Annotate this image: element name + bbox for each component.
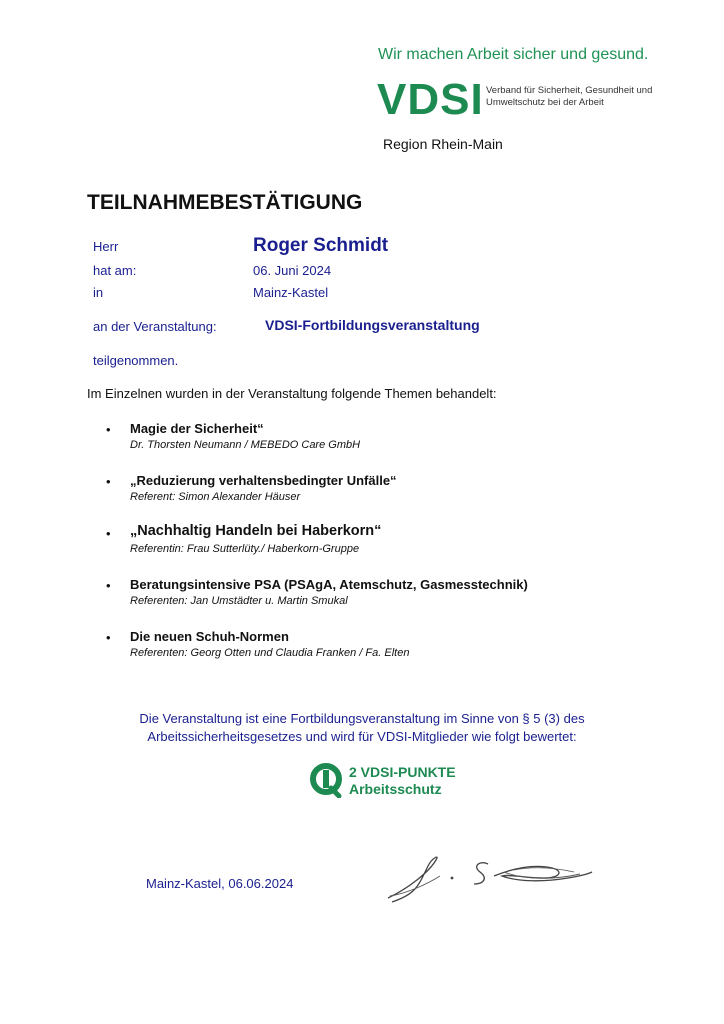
topic-title: „Reduzierung verhaltensbedingter Unfälle“ (130, 473, 397, 488)
participant-name: Roger Schmidt (253, 235, 389, 256)
event-label: an der Veranstaltung: (93, 319, 217, 334)
vdsi-logo: VDSI (377, 75, 484, 124)
topic-title: Magie der Sicherheit“ (130, 421, 264, 436)
participated-text: teilgenommen. (93, 353, 179, 368)
event-name: VDSI-Fortbildungsveranstaltung (265, 317, 480, 333)
bullet-icon: • (106, 578, 111, 593)
notice-line-1: Die Veranstaltung ist eine Fortbildungsveranstaltung im Sinne von § 5 (3) des (139, 711, 585, 726)
date-label: hat am: (93, 263, 137, 278)
vdsi-points-icon (309, 762, 345, 798)
badge-points: 2 VDSI-PUNKTE (349, 764, 456, 780)
event-date: 06. Juni 2024 (253, 263, 332, 278)
topic-speaker: Referentin: Frau Sutterlüty./ Haberkorn-Gruppe (130, 543, 360, 555)
signature-image (384, 850, 604, 908)
bullet-icon: • (106, 474, 111, 489)
topic-speaker: Dr. Thorsten Neumann / MEBEDO Care GmbH (130, 439, 361, 451)
topic-title: Beratungsintensive PSA (PSAgA, Atemschutz, Gasmesstechnik) (130, 577, 528, 592)
topic-speaker: Referent: Simon Alexander Häuser (130, 491, 301, 503)
topics-intro: Im Einzelnen wurden in der Veranstaltung folgende Themen behandelt: (87, 386, 497, 401)
badge-category: Arbeitsschutz (349, 781, 442, 797)
date-place: Mainz-Kastel, 06.06.2024 (146, 876, 294, 891)
salutation-label: Herr (93, 239, 119, 254)
bullet-icon: • (106, 422, 111, 437)
topic-title: Die neuen Schuh-Normen (130, 629, 289, 644)
topic-title: „Nachhaltig Handeln bei Haberkorn“ (130, 523, 382, 539)
place-label: in (93, 285, 104, 300)
notice-line-2: Arbeitssicherheitsgesetzes und wird für VDSI-Mitglieder wie folgt bewertet: (147, 729, 577, 744)
page-title: TEILNAHMEBESTÄTIGUNG (87, 191, 363, 214)
notice-text (90, 710, 634, 746)
topic-speaker: Referenten: Jan Umstädter u. Martin Smukal (130, 595, 348, 607)
topic-speaker: Referenten: Georg Otten und Claudia Franken / Fa. Elten (130, 647, 410, 659)
logo-subtitle: Verband für Sicherheit, Gesundheit und Umweltschutz bei der Arbeit (486, 85, 653, 108)
region: Region Rhein-Main (383, 136, 503, 152)
slogan: Wir machen Arbeit sicher und gesund. (378, 46, 649, 63)
bullet-icon: • (106, 630, 111, 645)
event-place: Mainz-Kastel (253, 285, 329, 300)
bullet-icon: • (106, 526, 111, 541)
